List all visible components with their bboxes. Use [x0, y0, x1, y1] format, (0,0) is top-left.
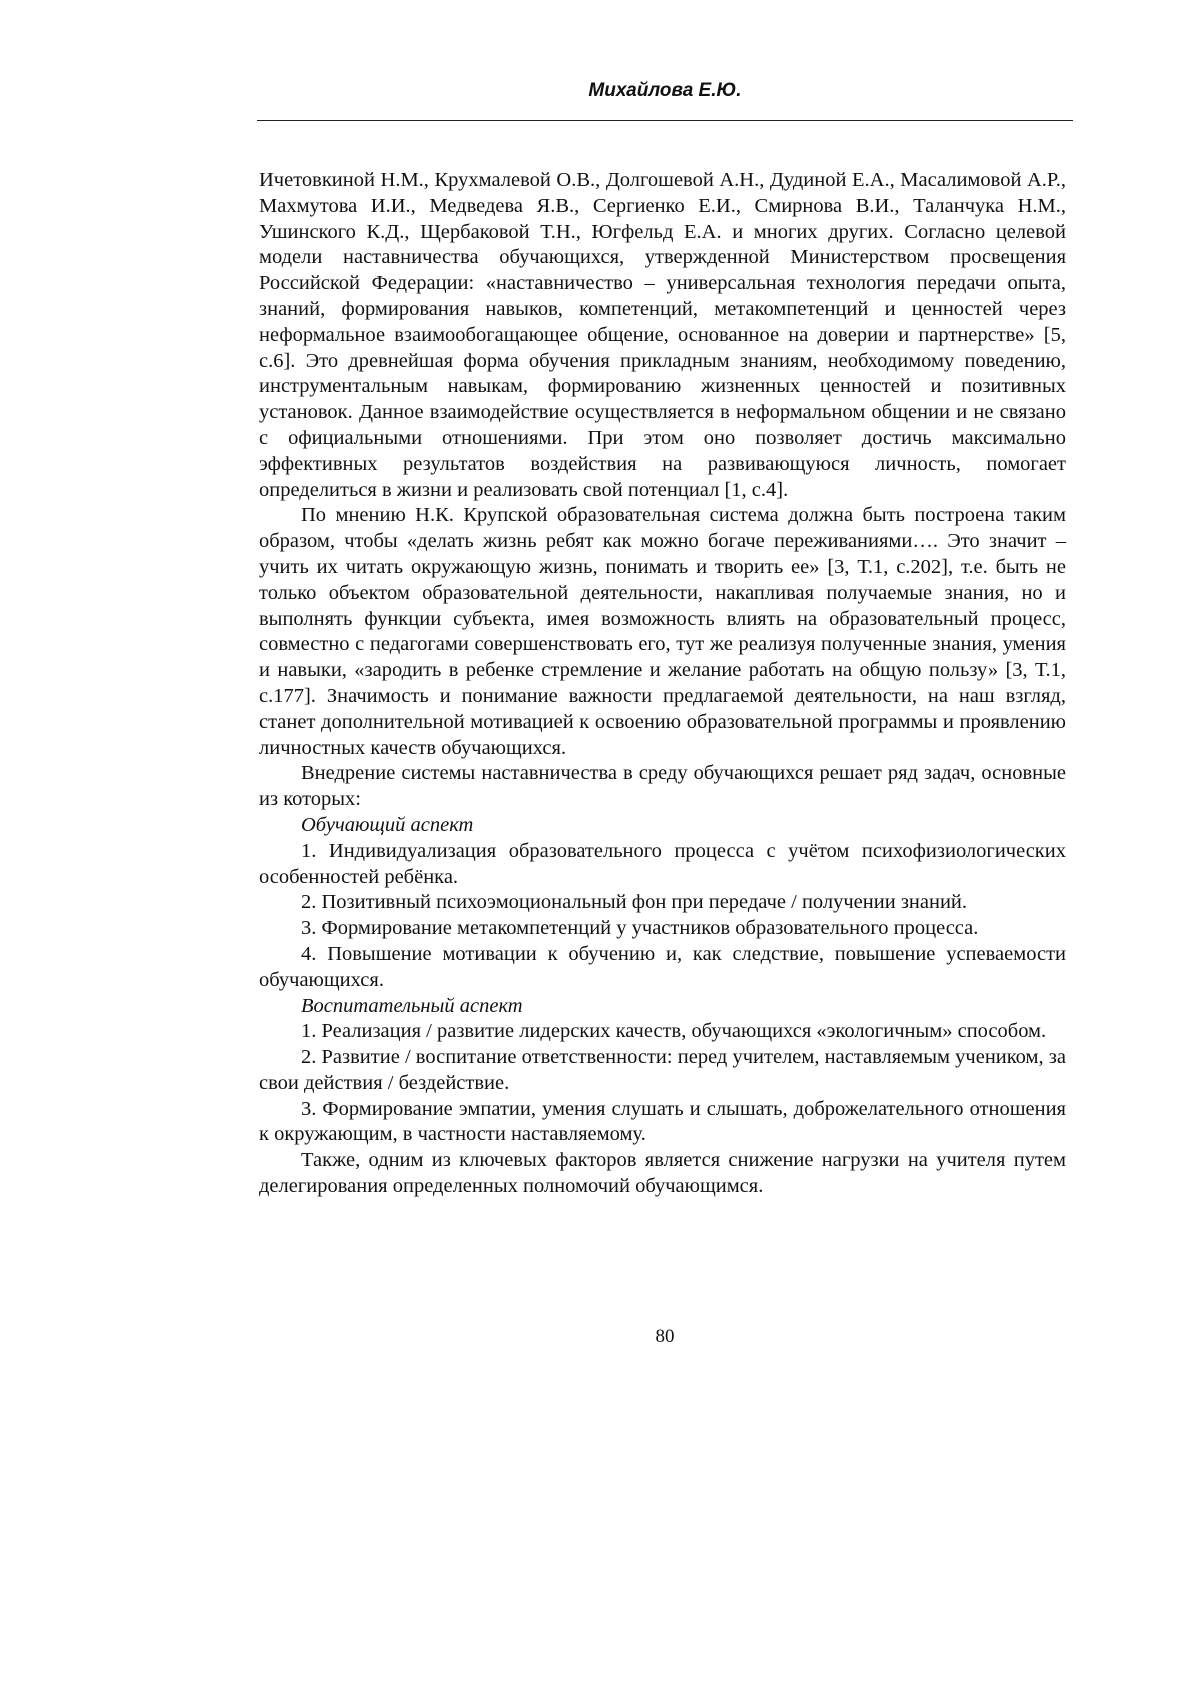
paragraph-intro: Ичетовкиной Н.М., Крухмалевой О.В., Долгошевой А.Н., Дудиной Е.А., Масалимовой А.Р., Махмутова И.И., Медведева Я.В., Сергиенко Е.И., Смирнова В.И., Таланчука Н.М., Ушинского К.Д., Щербаковой Т.Н., Югфельд Е.А. и многих других. Согласно целевой модели наставничества обучающихся, утвержденной Министерством просвещения Российской Федерации: «наставничество – универсальная технология передачи опыта, знаний, формирования навыков, компетенций, метакомпетенций и ценностей через неформальное взаимообогащающее общение, основанное на доверии и партнерстве» [5, с.6]. Это древнейшая форма обучения прикладным знаниям, необходимому поведению, инструментальным навыкам, формированию жизненных ценностей и позитивных установок. Данное взаимодействие осуществляется в неформальном общении и не связано с официальными отношениями. При этом оно позволяет достичь максимально эффективных результатов воздействия на развивающуюся личность, помогает определиться в жизни и реализовать свой потенциал [1, с.4]. — [259, 168, 1066, 503]
paragraph-tasks: Внедрение системы наставничества в среду обучающихся решает ряд задач, основные из которых: — [259, 761, 1066, 813]
list-item-upbringing-1: 1. Реализация / развитие лидерских качеств, обучающихся «экологичным» способом. — [259, 1019, 1066, 1045]
running-header-author: Михайлова Е.Ю. — [257, 80, 1073, 102]
list-item-teaching-1: 1. Индивидуализация образовательного процесса с учётом психофизиологических особенностей ребёнка. — [259, 839, 1066, 891]
list-item-upbringing-3: 3. Формирование эмпатии, умения слушать и слышать, доброжелательного отношения к окружающим, в частности наставляемому. — [259, 1097, 1066, 1149]
list-item-upbringing-2: 2. Развитие / воспитание ответственности: перед учителем, наставляемым учеником, за свои действия / бездействие. — [259, 1045, 1066, 1097]
heading-teaching-aspect: Обучающий аспект — [259, 813, 1066, 839]
list-item-teaching-4: 4. Повышение мотивации к обучению и, как следствие, повышение успеваемости обучающихся. — [259, 942, 1066, 994]
heading-upbringing-aspect: Воспитательный аспект — [259, 994, 1066, 1020]
list-item-teaching-2: 2. Позитивный психоэмоциональный фон при передаче / получении знаний. — [259, 890, 1066, 916]
page-number: 80 — [257, 1326, 1073, 1348]
page — [0, 0, 1200, 1697]
paragraph-krupskaya: По мнению Н.К. Крупской образовательная система должна быть построена таким образом, чтобы «делать жизнь ребят как можно богаче переживаниями…. Это значит – учить их читать окружающую жизнь, понимать и творить ее» [3, Т.1, с.202], т.е. быть не только объектом образовательной деятельности, накапливая получаемые знания, но и выполнять функции субъекта, имея возможность влиять на образовательный процесс, совместно с педагогами совершенствовать его, тут же реализуя полученные знания, умения и навыки, «зародить в ребенке стремление и желание работать на общую пользу» [3, Т.1, с.177]. Значимость и понимание важности предлагаемой деятельности, на наш взгляд, станет дополнительной мотивацией к освоению образовательной программы и проявлению личностных качеств обучающихся. — [259, 503, 1066, 761]
list-item-teaching-3: 3. Формирование метакомпетенций у участников образовательного процесса. — [259, 916, 1066, 942]
paragraph-conclusion: Также, одним из ключевых факторов является снижение нагрузки на учителя путем делегирования определенных полномочий обучающимся. — [259, 1148, 1066, 1200]
header-rule — [257, 120, 1073, 121]
body-text — [259, 168, 1066, 1200]
